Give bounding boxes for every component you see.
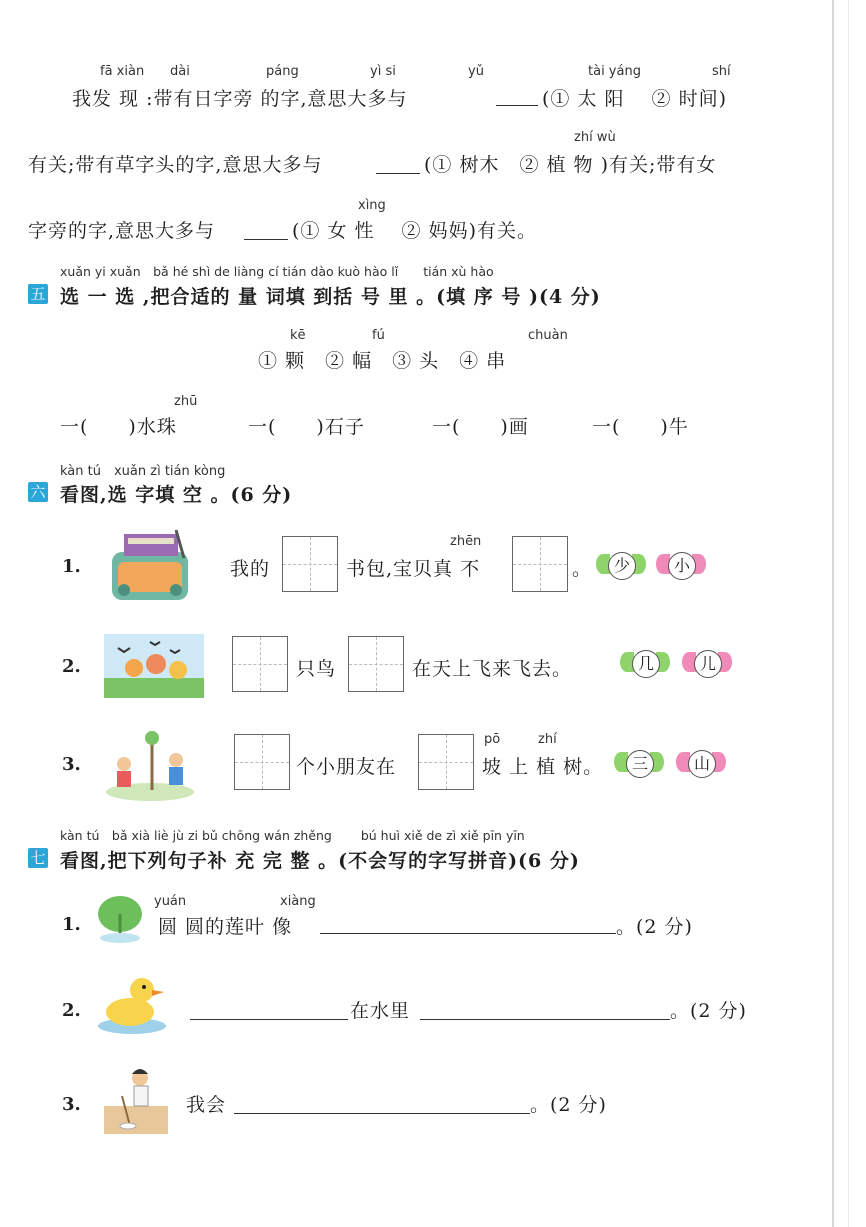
page-edge-inner <box>848 0 849 1227</box>
answer-blank[interactable] <box>244 238 288 240</box>
score-label: 。(2 分) <box>670 1000 747 1022</box>
tian-grid-box[interactable] <box>232 636 288 692</box>
section7-badge: 七 <box>28 848 48 868</box>
pinyin: zhū <box>174 394 198 409</box>
tree-planting-illustration <box>102 726 198 802</box>
character-option-candy[interactable] <box>682 644 732 680</box>
section6-badge: 六 <box>28 482 48 502</box>
fill-item[interactable]: 一( )牛 <box>592 416 689 438</box>
score-label: 。(2 分) <box>530 1094 607 1116</box>
sentence-part: 。 <box>572 558 593 580</box>
option-char: 山 <box>688 750 716 778</box>
sentence-part: 个小朋友在 <box>296 756 397 778</box>
character-option-candy[interactable] <box>614 744 664 780</box>
pinyin: dài <box>170 64 190 79</box>
pinyin: zhí <box>538 732 557 747</box>
section5-title: 选 一 选 ,把合适的 量 词填 到括 号 里 。(填 序 号 )(4 分) <box>60 286 601 308</box>
tian-grid-box[interactable] <box>234 734 290 790</box>
option-char: 小 <box>668 552 696 580</box>
question-number: 3. <box>62 754 81 775</box>
option-char: 儿 <box>694 650 722 678</box>
option-char: 几 <box>632 650 660 678</box>
section7-title: 看图,把下列句子补 充 完 整 。(不会写的字写拼音)(6 分) <box>60 850 580 872</box>
pinyin: pō <box>484 732 501 747</box>
backpack-illustration <box>104 528 196 604</box>
pinyin: chuàn <box>528 328 568 343</box>
answer-line[interactable] <box>190 1018 348 1020</box>
pinyin: shí <box>712 64 731 79</box>
pinyin: xiàng <box>280 894 316 909</box>
option-char: 少 <box>608 552 636 580</box>
pinyin: yuán <box>154 894 187 909</box>
pinyin: zhēn <box>450 534 482 549</box>
tian-grid-box[interactable] <box>282 536 338 592</box>
pinyin: zhí wù <box>574 130 616 145</box>
section5-pinyin: xuǎn yi xuǎn bǎ hé shì de liàng cí tián dào kuò hào lǐ tián xù hào <box>60 264 494 279</box>
question-number: 1. <box>62 914 81 935</box>
option-char: 三 <box>626 750 654 778</box>
question-number: 1. <box>62 556 81 577</box>
sentence-part: 只鸟 <box>296 658 337 680</box>
pinyin: páng <box>266 64 299 79</box>
pinyin: kē <box>290 328 306 343</box>
sentence-part: 圆 圆的莲叶 像 <box>158 916 293 938</box>
answer-line[interactable] <box>234 1112 530 1114</box>
discovery-line3-options: (① 女 性 ② 妈妈)有关。 <box>292 220 537 242</box>
section6-title: 看图,选 字填 空 。(6 分) <box>60 484 293 506</box>
sentence-part: 在天上飞来飞去。 <box>412 658 573 680</box>
discovery-line1: 我发 现 :带有日字旁 的字,意思大多与 <box>72 88 408 110</box>
question-number: 2. <box>62 1000 81 1021</box>
girl-sweeping-illustration <box>100 1066 172 1136</box>
section6-pinyin: kàn tú xuǎn zì tián kòng <box>60 464 226 479</box>
character-option-candy[interactable] <box>676 744 726 780</box>
section5-badge: 五 <box>28 284 48 304</box>
sentence-part: 我会 <box>186 1094 227 1116</box>
duck-illustration <box>96 970 168 1036</box>
answer-line[interactable] <box>420 1018 670 1020</box>
pinyin: fú <box>372 328 385 343</box>
sentence-part: 坡 上 植 树。 <box>482 756 604 778</box>
pinyin: yì si <box>370 64 396 79</box>
score-label: 。(2 分) <box>616 916 693 938</box>
discovery-line2-options: (① 树木 ② 植 物 )有关;带有女 <box>424 154 717 176</box>
question-number: 2. <box>62 656 81 677</box>
sentence-part: 我的 <box>230 558 271 580</box>
pinyin: yǔ <box>468 64 484 79</box>
answer-blank[interactable] <box>376 172 420 174</box>
tian-grid-box[interactable] <box>348 636 404 692</box>
pinyin: tài yáng <box>588 64 641 79</box>
character-option-candy[interactable] <box>656 546 706 582</box>
character-option-candy[interactable] <box>596 546 646 582</box>
answer-line[interactable] <box>320 932 616 934</box>
discovery-line1-options: (① 太 阳 ② 时间) <box>542 88 727 110</box>
character-option-candy[interactable] <box>620 644 670 680</box>
answer-blank[interactable] <box>496 104 538 106</box>
sentence-part: 在水里 <box>350 1000 411 1022</box>
measure-word-options: ① 颗 ② 幅 ③ 头 ④ 串 <box>258 350 507 372</box>
lotus-leaf-illustration <box>92 890 148 946</box>
page-edge <box>832 0 834 1227</box>
pinyin: xìng <box>358 198 386 213</box>
fill-item[interactable]: 一( )水珠 <box>60 416 177 438</box>
fill-item[interactable]: 一( )石子 <box>248 416 365 438</box>
fill-item[interactable]: 一( )画 <box>432 416 529 438</box>
sentence-part: 书包,宝贝真 不 <box>346 558 481 580</box>
pinyin: fā xiàn <box>100 64 145 79</box>
discovery-line3: 字旁的字,意思大多与 <box>28 220 216 242</box>
tian-grid-box[interactable] <box>512 536 568 592</box>
section7-pinyin: kàn tú bǎ xià liè jù zi bǔ chōng wán zhěng bú huì xiě de zì xiě pīn yīn <box>60 828 525 843</box>
birds-sky-illustration <box>104 634 204 698</box>
discovery-line2: 有关;带有草字头的字,意思大多与 <box>28 154 323 176</box>
tian-grid-box[interactable] <box>418 734 474 790</box>
question-number: 3. <box>62 1094 81 1115</box>
